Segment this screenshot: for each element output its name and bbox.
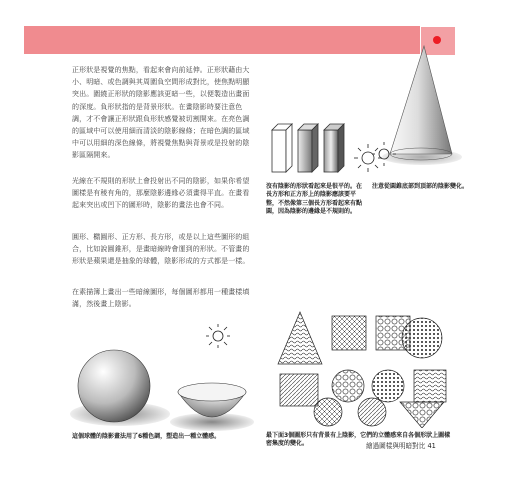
paragraph-positive-shapes: 正形狀是視覺的焦點，看起來會向前延伸。正形狀藉由大小、明暗、或色調與其周圍負空間形成對比，使焦點明顯突出。圍繞正形狀的陰影應該更暗一些，以便製造出畫面的深度。負形狀指的是背景形狀。在畫陰影時要注意色調，才不會讓正形狀跟負形狀感覺被切割開來。在亮色調的區域中可以使用細而清淡的陰影線條；在暗色調的區域中可以用細的深色線條，將視覺焦點與背景或是投射的陰影區隔開來。 bbox=[72, 66, 250, 160]
paragraph-basic-shapes: 圓形、橢圓形、正方形、長方形，或是以上這些圖形的組合，比如說圓錐形，是畫暗線時會運到的形狀。不管畫的形狀是蘋果還是抽象的球體，陰影形成的方式都是一樣。 bbox=[72, 233, 250, 266]
patterned-shapes-illustration bbox=[272, 304, 452, 428]
shaded-cone-illustration bbox=[366, 36, 466, 176]
sphere-bowl-illustration bbox=[66, 322, 256, 432]
sun-icon bbox=[206, 324, 230, 348]
paragraph-light-shapes: 光線在不規則的形狀上會投射出不同的陰影，如果你希望圖樣是有稜有角的，那麼陰影邊緣必須畫得平直。在畫看起來突出或凹下的圖形時，陰影的畫法也會不同。 bbox=[72, 177, 250, 210]
caption-cone: 注意從圓錐底部到頂部的陰影變化。 bbox=[372, 183, 469, 190]
page-footer: 繪過圖樣與明暗對比 41 bbox=[366, 442, 436, 450]
caption-patterned-shapes: 最下面3個圖形只有背景有上陰影，它們的立體感來自各個形狀上圖樣密集度的變化。 bbox=[266, 432, 451, 448]
caption-sphere-bowl: 這個球體的陰影畫法用了6種色調，塑造出一種立體感。 bbox=[72, 433, 221, 440]
caption-shapes: 沒有陰影的形狀看起來是很平的。在長方形和正方形上的陰影應該要平整，不然像第三個長方形看起來有點圓，因為陰影的邊緣是不規則的。 bbox=[266, 183, 363, 216]
paragraph-sketch-exercise: 在素描簿上畫出一些暗線圖形，每個圖形都用一種畫樣填滿，然後畫上陰影。 bbox=[72, 288, 250, 309]
